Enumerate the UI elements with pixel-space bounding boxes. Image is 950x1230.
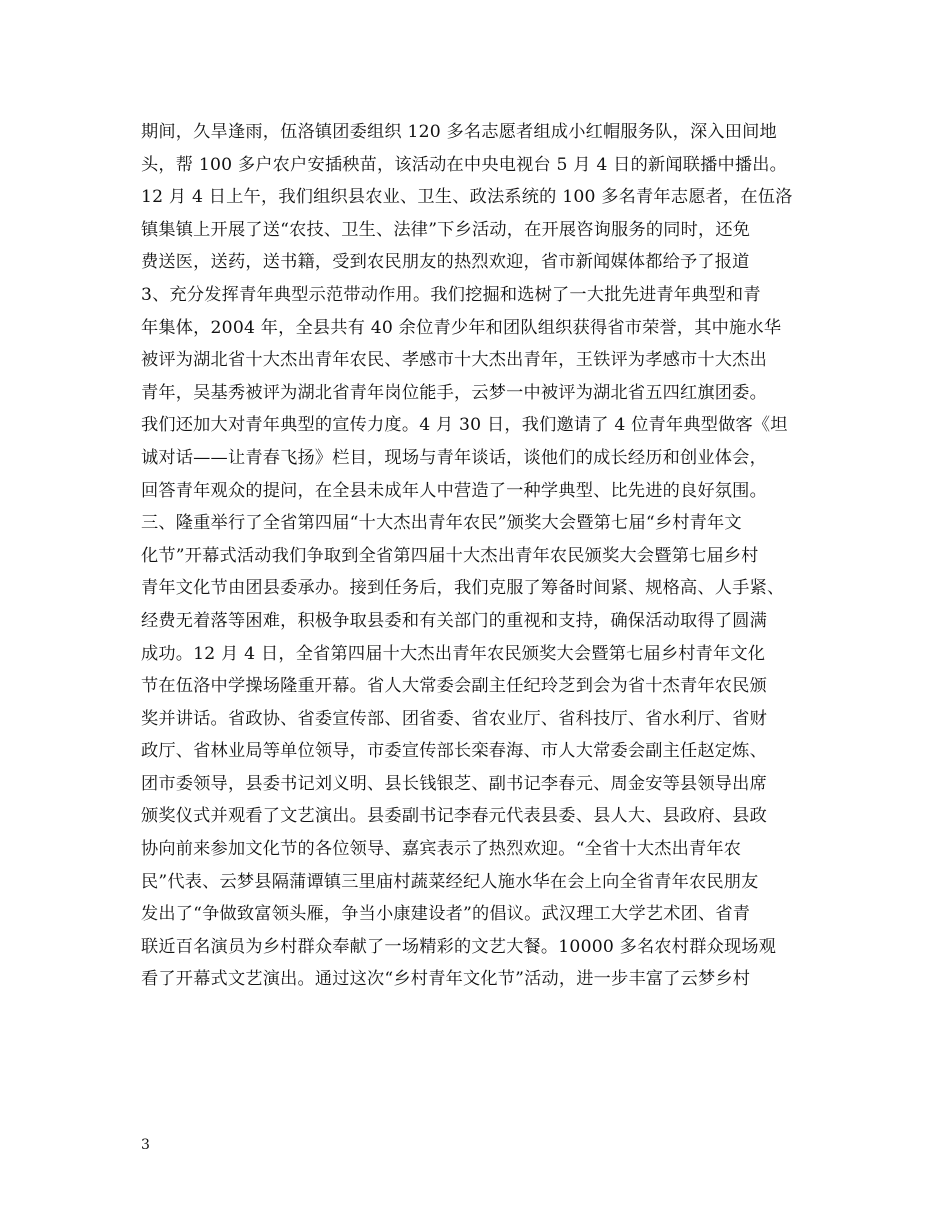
text-line: 奖并讲话。省政协、省委宣传部、团省委、省农业厅、省科技厅、省水利厅、省财 — [141, 708, 767, 729]
text-line: 节在伍洛中学操场隆重开幕。省人大常委会副主任纪玲芝到会为省十杰青年农民颁 — [141, 676, 767, 697]
text-line: 年集体，2004 年，全县共有 40 余位青少年和团队组织获得省市荣誉，其中施水华 — [141, 317, 782, 338]
text-line: 联近百名演员为乡村群众奉献了一场精彩的文艺大餐。10000 多名农村群众现场观 — [141, 936, 777, 957]
text-line: 我们还加大对青年典型的宣传力度。4 月 30 日，我们邀请了 4 位青年典型做客《坦 — [141, 415, 788, 436]
text-line: 颁奖仪式并观看了文艺演出。县委副书记李春元代表县委、县人大、县政府、县政 — [141, 806, 767, 827]
text-line: 化节”开幕式活动我们争取到全省第四届十大杰出青年农民颁奖大会暨第七届乡村 — [141, 545, 759, 566]
text-line: 头，帮 100 多户农户安插秧苗，该活动在中央电视台 5 月 4 日的新闻联播中播出。 — [141, 154, 788, 175]
text-line: 诚对话——让青春飞扬》栏目，现场与青年谈话，谈他们的成长经历和创业体会， — [141, 447, 767, 468]
text-line: 3、充分发挥青年典型示范带动作用。我们挖掘和选树了一大批先进青年典型和青 — [141, 284, 761, 305]
text-line: 青年文化节由团县委承办。接到任务后，我们克服了筹备时间紧、规格高、人手紧、 — [141, 578, 785, 599]
text-line: 回答青年观众的提问，在全县未成年人中营造了一种学典型、比先进的良好氛围。 — [141, 480, 767, 501]
text-line: 看了开幕式文艺演出。通过这次“乡村青年文化节”活动，进一步丰富了云梦乡村 — [141, 969, 751, 990]
text-line: 经费无着落等困难，积极争取县委和有关部门的重视和支持，确保活动取得了圆满 — [141, 610, 767, 631]
page-number: 3 — [141, 1137, 150, 1153]
document-body — [141, 116, 831, 996]
text-line: 发出了“争做致富领头雁，争当小康建设者”的倡议。武汉理工大学艺术团、省青 — [141, 904, 751, 925]
text-line: 民”代表、云梦县隔蒲谭镇三里庙村蔬菜经纪人施水华在会上向全省青年农民朋友 — [141, 871, 759, 892]
text-line: 三、隆重举行了全省第四届“十大杰出青年农民”颁奖大会暨第七届“乡村青年文 — [141, 513, 742, 534]
text-line: 12 月 4 日上午，我们组织县农业、卫生、政法系统的 100 多名青年志愿者，在伍洛 — [141, 187, 793, 208]
text-line: 政厅、省林业局等单位领导，市委宣传部长栾春海、市人大常委会副主任赵定炼、 — [141, 741, 767, 762]
text-line: 期间，久旱逢雨，伍洛镇团委组织 120 多名志愿者组成小红帽服务队，深入田间地 — [141, 122, 777, 142]
text-line: 费送医，送药，送书籍，受到农民朋友的热烈欢迎，省市新闻媒体都给予了报道 — [141, 252, 750, 273]
text-line: 成功。12 月 4 日，全省第四届十大杰出青年农民颁奖大会暨第七届乡村青年文化 — [141, 643, 766, 664]
text-line: 镇集镇上开展了送“农技、卫生、法律”下乡活动，在开展咨询服务的同时，还免 — [141, 219, 751, 240]
text-line: 协向前来参加文化节的各位领导、嘉宾表示了热烈欢迎。“全省十大杰出青年农 — [141, 839, 742, 860]
text-line: 被评为湖北省十大杰出青年农民、孝感市十大杰出青年，王铁评为孝感市十大杰出 — [141, 350, 767, 371]
text-line: 青年，吴基秀被评为湖北省青年岗位能手，云梦一中被评为湖北省五四红旗团委。 — [141, 382, 767, 403]
text-line: 团市委领导，县委书记刘义明、县长钱银芝、副书记李春元、周金安等县领导出席 — [141, 773, 767, 794]
